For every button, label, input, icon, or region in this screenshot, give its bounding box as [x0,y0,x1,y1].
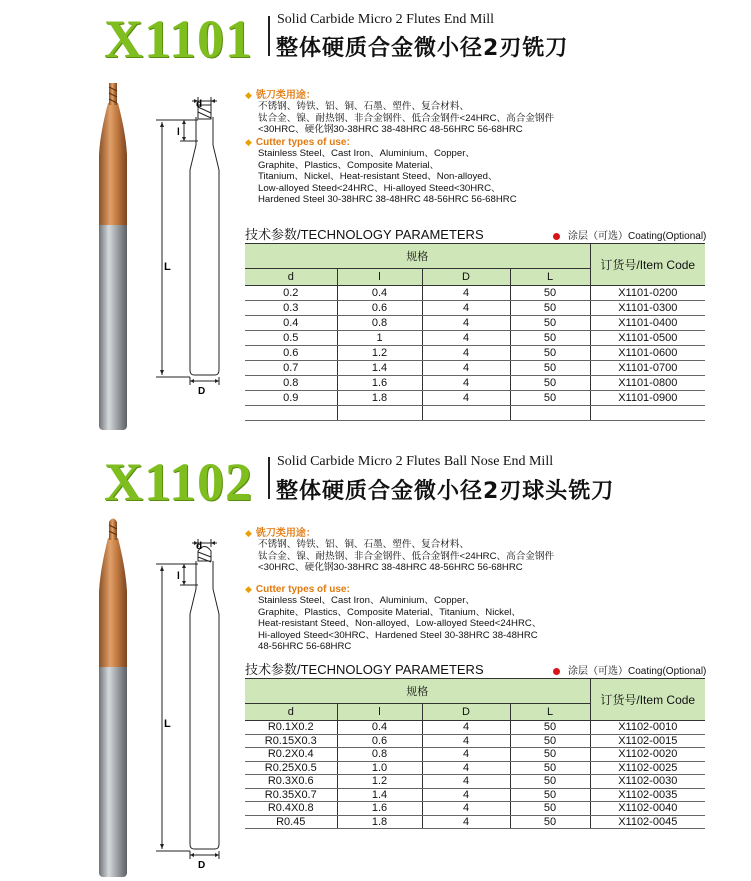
product-title-cn: 整体硬质合金微小径2刃铣刀 [276,36,569,61]
usage-line: 不锈钢、铸铁、铝、铜、石墨、塑件、复合材料、 [258,539,470,550]
cell-D: 4 [422,761,510,775]
cell-l: 1.8 [337,815,422,829]
cell-L: 50 [510,361,590,376]
dim-label-D: D [198,386,206,397]
cell-l: 0.8 [337,748,422,762]
usage-line: Hardened Steel 30-38HRC 38-48HRC 48-56HRC 56-68HRC [258,194,517,205]
item-code-header: 订货号/Item Code [590,679,705,721]
cell-l: 1.0 [337,761,422,775]
col-header-L: L [510,704,590,721]
usage-line: <30HRC、硬化钢30-38HRC 38-48HRC 48-56HRC 56-68HRC [258,124,523,135]
cell-L: 50 [510,376,590,391]
cell-l: 0.4 [337,721,422,735]
cell-item-code: X1101-0900 [590,391,705,406]
cell-D: 4 [422,286,510,301]
cell-item-code: X1102-0040 [590,802,705,816]
dimension-drawing [150,537,235,872]
dimension-drawing [150,95,235,400]
cell-item-code: X1101-0400 [590,316,705,331]
cell-L: 50 [510,802,590,816]
cell-D: 4 [422,316,510,331]
table-row [245,391,705,406]
cell-L: 50 [510,761,590,775]
cell-D: 4 [422,734,510,748]
usage-heading-en: Cutter types of use: [255,584,350,595]
table-row [245,301,705,316]
cell-D: 4 [422,346,510,361]
cell-L: 50 [510,391,590,406]
cell-l: 0.4 [337,286,422,301]
dim-label-l: l [177,127,180,138]
cell-L: 50 [510,815,590,829]
usage-line: Hi-alloyed Steed<30HRC、Hardened Steel 30-38HRC 38-48HRC [258,629,538,641]
cell-D: 4 [422,331,510,346]
cell-D: 4 [422,815,510,829]
cell-L: 50 [510,721,590,735]
title-divider [268,16,270,56]
usage-line: Graphite、Plastics、Composite Material、Titanium、Nickel、 [258,606,522,618]
cell-d: R0.3X0.6 [245,775,337,789]
usage-line: Low-alloyed Steed<24HRC、Hi-alloyed Steed<30HRC、 [258,182,501,194]
cell-d: 0.3 [245,301,337,316]
cell-L [510,406,590,421]
cell-d [245,406,337,421]
col-header-d: d [287,271,294,283]
product-title-en: Solid Carbide Micro 2 Flutes Ball Nose End Mill [277,454,554,469]
usage-heading-en: Cutter types of use: [255,137,350,148]
model-number: X1102 [104,452,254,512]
usage-line: 钛合金、镍、耐热钢、非合金钢件、低合金钢件<24HRC、高合金钢件 [258,550,555,562]
dim-label-d: d [196,99,203,110]
cell-D: 4 [422,721,510,735]
cell-item-code: X1102-0045 [590,815,705,829]
coating-note [553,227,706,242]
cell-l [337,406,422,421]
cell-item-code: X1102-0010 [590,721,705,735]
usage-line: Heat-resistant Steed、Non-alloyed、Low-alloyed Steed<24HRC、 [258,618,542,629]
cell-D: 4 [422,361,510,376]
table-row [245,376,705,391]
cell-d: 0.9 [245,391,337,406]
tech-params-label: 技术参数/TECHNOLOGY PARAMETERS [245,662,484,677]
coated-neck [99,538,127,667]
usage-line: Stainless Steel、Cast Iron、Aluminium、Copper、 [258,148,476,159]
shank [99,220,127,430]
cell-L: 50 [510,788,590,802]
ball-nose-mill-photo [90,512,140,880]
title-divider [268,457,270,499]
col-header-d: d [287,706,294,718]
coating-dot-icon [553,668,560,675]
cell-l: 0.8 [337,316,422,331]
table-row [245,815,705,829]
item-code-header: 订货号/Item Code [590,244,705,286]
cell-d: 0.8 [245,376,337,391]
cell-d: R0.45 [245,815,337,829]
cell-D: 4 [422,788,510,802]
cell-L: 50 [510,301,590,316]
cell-d: 0.2 [245,286,337,301]
cell-d: 0.4 [245,316,337,331]
shank [99,662,127,877]
spec-table [245,678,705,829]
table-row [245,316,705,331]
product-title-cn: 整体硬质合金微小径2刃球头铣刀 [276,479,615,504]
table-row [245,286,705,301]
ball-nose-tip [109,519,117,541]
cell-item-code: X1102-0030 [590,775,705,789]
dim-label-d: d [196,541,203,552]
cell-l: 1.8 [337,391,422,406]
usage-line: 钛合金、镍、耐热钢、非合金钢件、低合金钢件<24HRC、高合金钢件 [258,112,555,124]
cell-L: 50 [510,316,590,331]
cell-L: 50 [510,286,590,301]
coated-neck [99,103,127,225]
cell-D: 4 [422,376,510,391]
cell-item-code: X1101-0700 [590,361,705,376]
usage-line: <30HRC、硬化钢30-38HRC 38-48HRC 48-56HRC 56-68HRC [258,562,523,573]
model-number: X1101 [104,9,254,69]
usage-line: 不锈钢、铸铁、铝、铜、石墨、塑件、复合材料、 [258,101,470,112]
cell-l: 0.6 [337,734,422,748]
usage-block-en: ◆ Cutter types of use: Stainless Steel、Cast Iron、Aluminium、Copper、 Graphite、Plastics、Composite Material、 Titanium、Nickel、Heat-resistant Steed、Non-alloyed、 Low-alloyed Steed<24HRC、Hi-alloyed Steed<30HRC、 Hardened Steel 30-38HRC 38-48HRC 48-56HRC 56-68HRC [245,137,517,205]
table-row [245,748,705,762]
cell-item-code: X1102-0025 [590,761,705,775]
cell-l: 1.6 [337,376,422,391]
cell-l: 0.6 [337,301,422,316]
cell-item-code: X1102-0020 [590,748,705,762]
cell-l: 1 [337,331,422,346]
end-mill-photo [90,75,140,435]
coating-label: 涂层（可选）Coating(Optional) [568,666,707,677]
product-title-en: Solid Carbide Micro 2 Flutes End Mill [277,12,494,27]
coating-note [553,662,706,677]
dim-label-L: L [164,261,171,273]
cell-D: 4 [422,301,510,316]
dim-label-l: l [177,571,180,582]
cell-item-code: X1102-0035 [590,788,705,802]
table-row [245,775,705,789]
cell-L: 50 [510,346,590,361]
cell-item-code: X1101-0500 [590,331,705,346]
cell-L: 50 [510,748,590,762]
table-row [245,361,705,376]
cell-d: 0.6 [245,346,337,361]
cell-D [422,406,510,421]
dim-label-L: L [164,718,171,730]
cell-item-code: X1101-0200 [590,286,705,301]
table-row [245,346,705,361]
col-header-D: D [422,269,510,286]
cell-d: R0.2X0.4 [245,748,337,762]
usage-heading-cn: 铣刀类用途： [255,90,316,101]
spec-header: 规格 [245,244,590,269]
cell-L: 50 [510,734,590,748]
dim-label-D: D [198,860,206,871]
col-header-l: l [337,704,422,721]
cell-d: R0.15X0.3 [245,734,337,748]
cell-D: 4 [422,802,510,816]
usage-block-cn: ◆ 铣刀类用途： 不锈钢、铸铁、铝、铜、石墨、塑件、复合材料、 钛合金、镍、耐热钢、非合金钢件、低合金钢件<24HRC、高合金钢件 <30HRC、硬化钢30-38HRC 38-48HRC 48-56HRC 56-68HRC [245,528,555,573]
cell-l: 1.2 [337,775,422,789]
usage-line: Graphite、Plastics、Composite Material、 [258,159,440,171]
tech-params-label: 技术参数/TECHNOLOGY PARAMETERS [245,227,484,242]
cell-l: 1.6 [337,802,422,816]
col-header-l: l [337,269,422,286]
usage-line: Titanium、Nickel、Heat-resistant Steed、Non-alloyed、 [258,171,498,182]
cell-d: 0.7 [245,361,337,376]
table-row [245,331,705,346]
cell-l: 1.2 [337,346,422,361]
cell-item-code: X1102-0015 [590,734,705,748]
cell-l: 1.4 [337,361,422,376]
table-row [245,802,705,816]
table-row [245,788,705,802]
coating-label: 涂层（可选）Coating(Optional) [568,231,707,242]
table-row [245,406,705,421]
cell-item-code: X1101-0600 [590,346,705,361]
table-row [245,734,705,748]
cell-d: R0.1X0.2 [245,721,337,735]
cell-item-code: X1101-0300 [590,301,705,316]
usage-block-en: ◆ Cutter types of use: Stainless Steel、Cast Iron、Aluminium、Copper、 Graphite、Plastics、Composite Material、Titanium、Nickel、 Heat-resistant Steed、Non-alloyed、Low-alloyed Steed<24HRC、 Hi-alloyed Steed<30HRC、Hardened Steel 30-38HRC 38-48HRC 48-56HRC 56-68HRC [245,584,542,652]
cell-l: 1.4 [337,788,422,802]
col-header-L: L [510,269,590,286]
col-header-D: D [422,704,510,721]
cell-d: R0.4X0.8 [245,802,337,816]
cell-L: 50 [510,775,590,789]
spec-header: 规格 [245,679,590,704]
cell-item-code [590,406,705,421]
cell-d: 0.5 [245,331,337,346]
cell-d: R0.25X0.5 [245,761,337,775]
usage-line: Stainless Steel、Cast Iron、Aluminium、Copper、 [258,595,476,606]
cell-D: 4 [422,775,510,789]
spec-table [245,243,705,421]
table-row [245,721,705,735]
cell-D: 4 [422,748,510,762]
cell-item-code: X1101-0800 [590,376,705,391]
coating-dot-icon [553,233,560,240]
usage-line: 48-56HRC 56-68HRC [258,641,352,652]
cell-d: R0.35X0.7 [245,788,337,802]
table-row [245,761,705,775]
cell-L: 50 [510,331,590,346]
usage-block-cn: ◆ 铣刀类用途： 不锈钢、铸铁、铝、铜、石墨、塑件、复合材料、 钛合金、镍、耐热钢、非合金钢件、低合金钢件<24HRC、高合金钢件 <30HRC、硬化钢30-38HRC 38-48HRC 48-56HRC 56-68HRC [245,90,555,135]
usage-heading-cn: 铣刀类用途： [255,528,316,539]
cell-D: 4 [422,391,510,406]
